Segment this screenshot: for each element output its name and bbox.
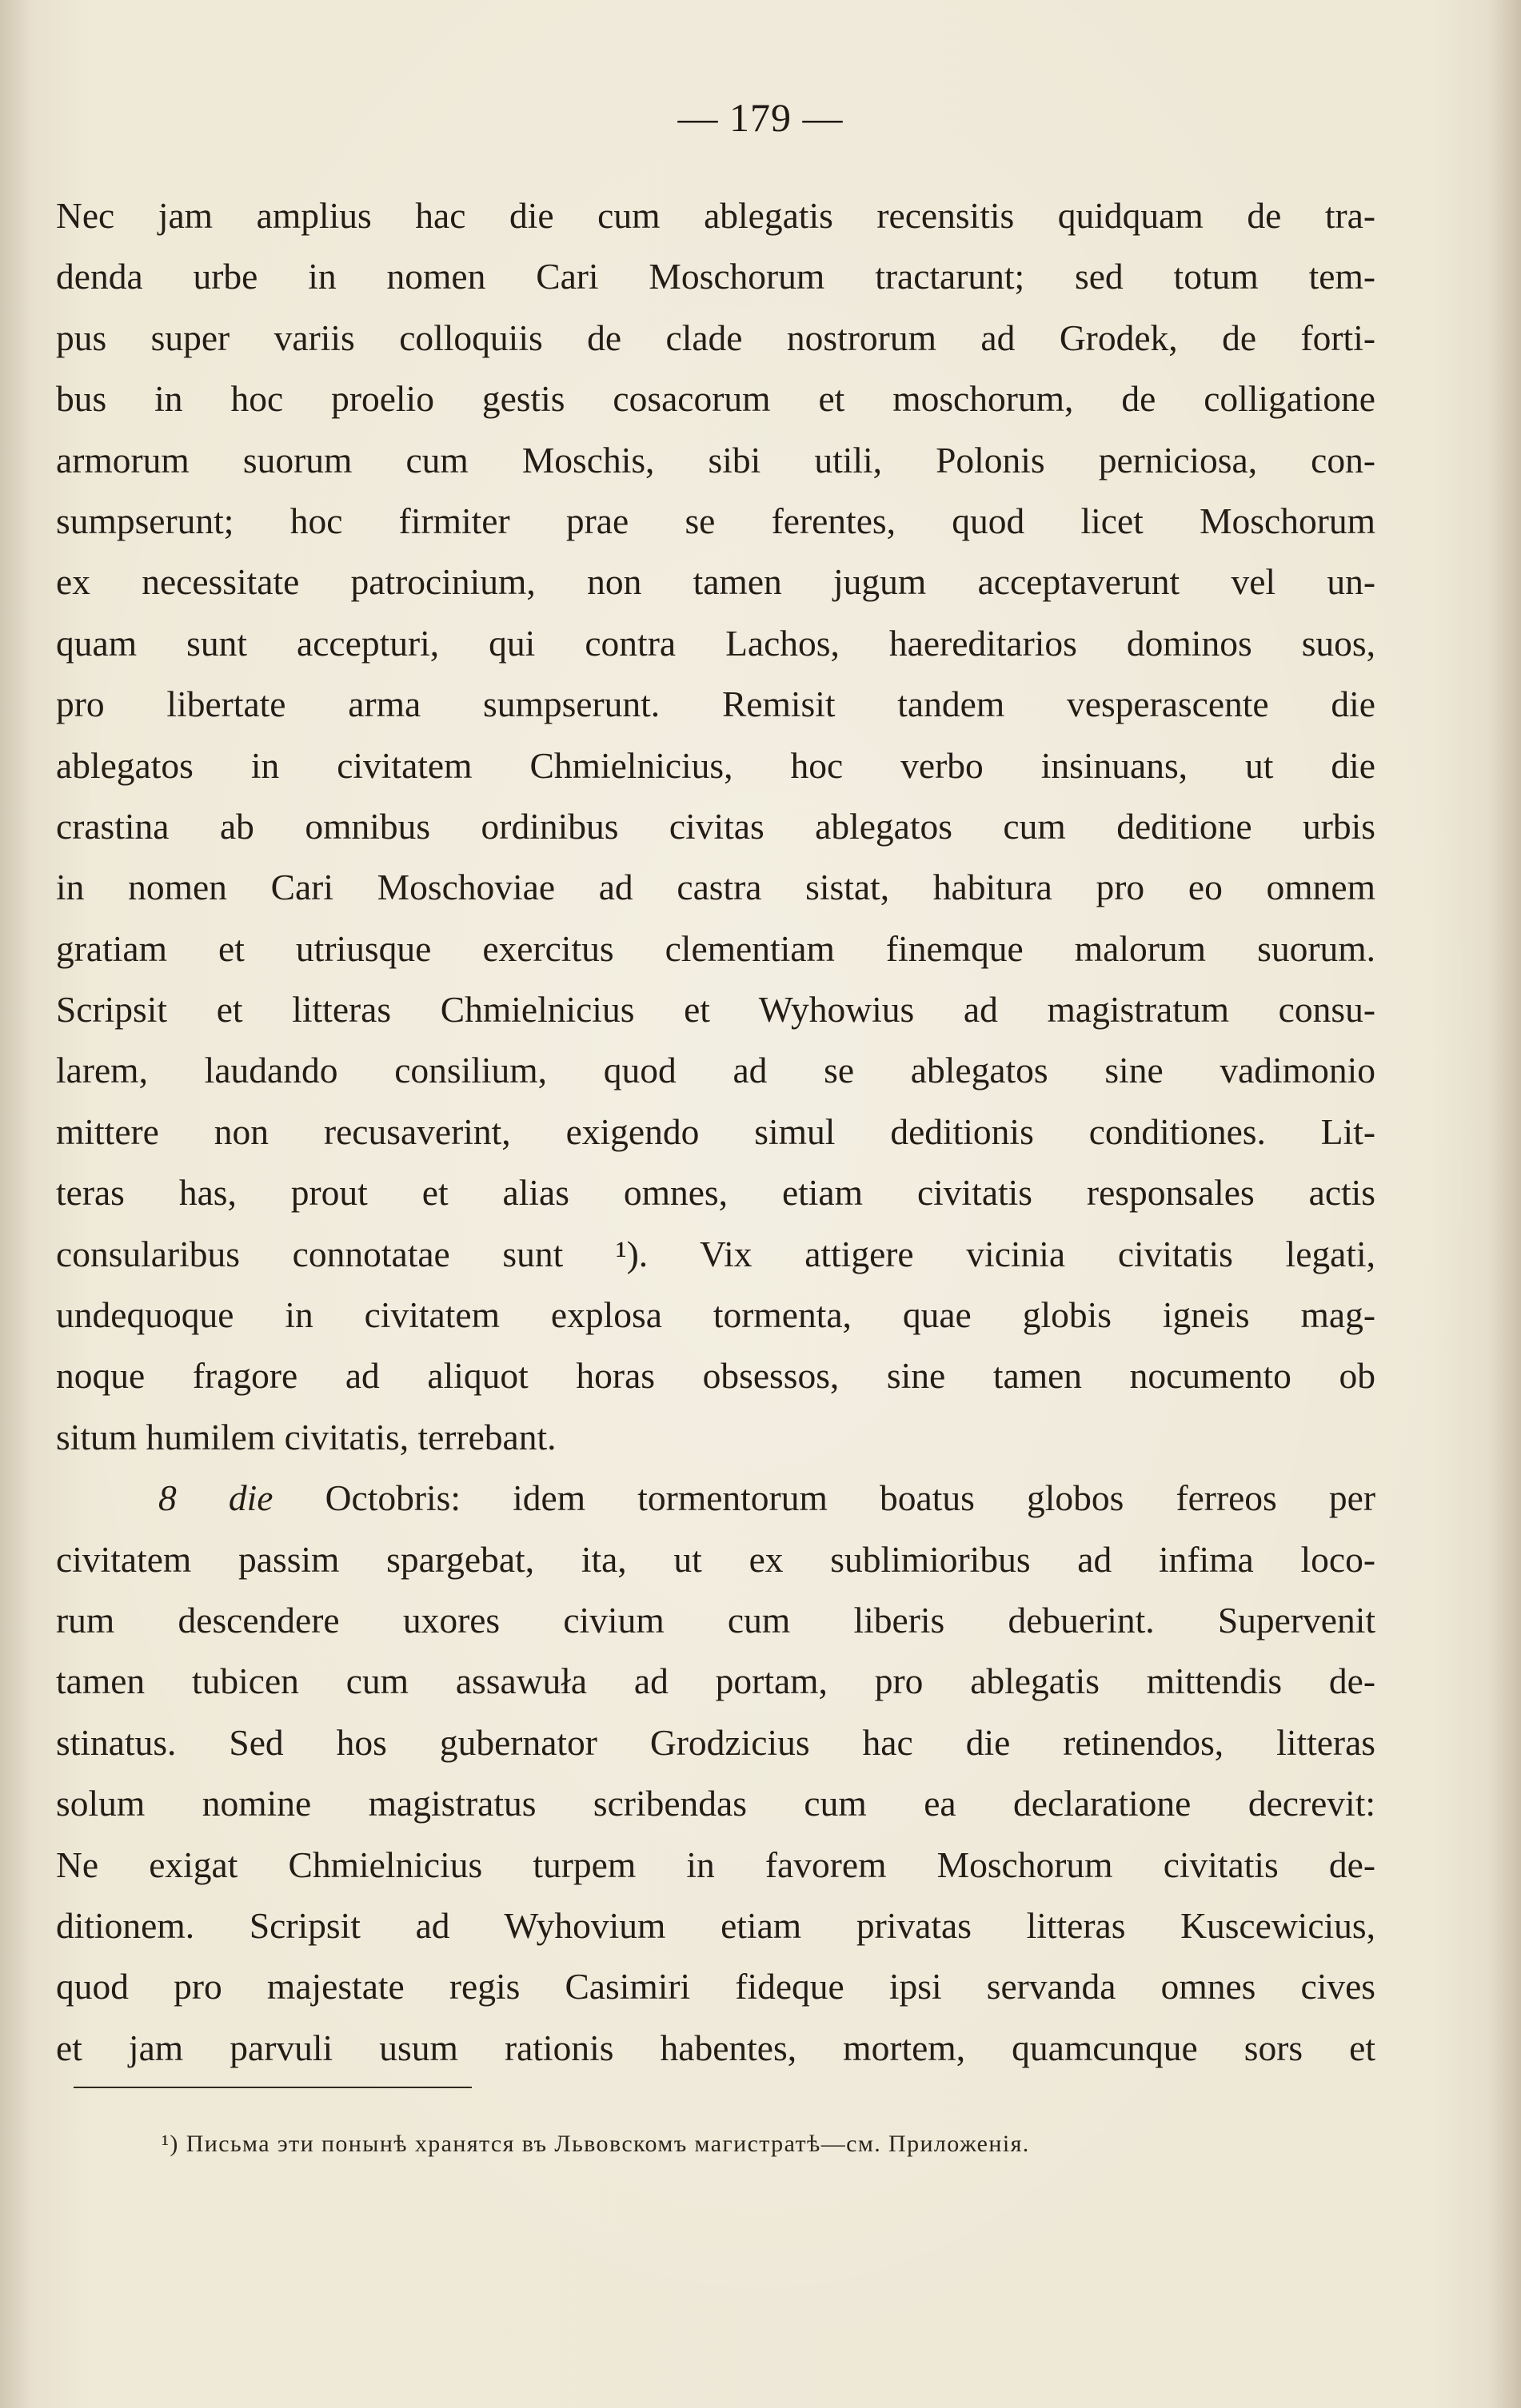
- text-line: tamen tubicen cum assawuła ad portam, pro ablegatis mittendis de-: [56, 1660, 1375, 1702]
- right-page-edge: [1489, 0, 1521, 2408]
- text-line: stinatus. Sed hos gubernator Grodzicius hac die retinendos, litteras: [56, 1721, 1375, 1763]
- text-line: denda urbe in nomen Cari Moschorum tractarunt; sed totum tem-: [56, 256, 1375, 297]
- text-line: quam sunt accepturi, qui contra Lachos, haereditarios dominos suos,: [56, 622, 1375, 664]
- text-line: bus in hoc proelio gestis cosacorum et moschorum, de colligatione: [56, 378, 1375, 420]
- paragraph-end-line: situm humilem civitatis, terrebant.: [56, 1416, 557, 1457]
- left-page-edge: [0, 0, 32, 2408]
- footnote-divider: [74, 2087, 472, 2088]
- text-line: Scripsit et litteras Chmielnicius et Wyhowius ad magistratum consu-: [56, 989, 1375, 1031]
- text-line: larem, laudando consilium, quod ad se ablegatos sine vadimonio: [56, 1050, 1375, 1091]
- footnote-marker: ¹): [162, 2131, 179, 2157]
- text-line: teras has, prout et alias omnes, etiam civitatis responsales actis: [56, 1172, 1375, 1214]
- paragraph-start-text: Octobris: idem tormentorum boatus globos ferreos per: [325, 1477, 1376, 1519]
- text-line: civitatem passim spargebat, ita, ut ex sublimioribus ad infima loco-: [56, 1538, 1375, 1580]
- text-line: ablegatos in civitatem Chmielnicius, hoc verbo insinuans, ut die: [56, 744, 1375, 786]
- text-line: mittere non recusaverint, exigendo simul deditionis conditiones. Lit-: [56, 1110, 1375, 1152]
- text-line: Nec jam amplius hac die cum ablegatis recensitis quidquam de tra-: [56, 195, 1375, 236]
- text-line: undequoque in civitatem explosa tormenta, quae globis igneis mag-: [56, 1294, 1375, 1336]
- text-line: ex necessitate patrocinium, non tamen jugum acceptaverunt vel un-: [56, 561, 1375, 603]
- text-line: pus super variis colloquiis de clade nostrorum ad Grodek, de forti-: [56, 317, 1375, 358]
- date-italic: 8 die: [158, 1477, 273, 1519]
- page-number: — 179 —: [677, 95, 844, 140]
- text-line: Ne exigat Chmielnicius turpem in favorem Moschorum civitatis de-: [56, 1844, 1375, 1885]
- text-line: pro libertate arma sumpserunt. Remisit tandem vesperascente die: [56, 684, 1375, 725]
- text-line: gratiam et utriusque exercitus clementiam finemque malorum suorum.: [56, 927, 1375, 969]
- text-line: ditionem. Scripsit ad Wyhovium etiam privatas litteras Kuscewicius,: [56, 1904, 1375, 1946]
- text-line: crastina ab omnibus ordinibus civitas ablegatos cum deditione urbis: [56, 805, 1375, 847]
- text-line: rum descendere uxores civium cum liberis debuerint. Supervenit: [56, 1599, 1375, 1641]
- text-line: armorum suorum cum Moschis, sibi utili, Polonis perniciosa, con-: [56, 439, 1375, 480]
- text-line: sumpserunt; hoc firmiter prae se ferentes, quod licet Moschorum: [56, 500, 1375, 541]
- footnote-text: Письма эти понынѣ хранятся въ Львовскомъ магистратѣ—см. Приложенія.: [186, 2131, 1030, 2157]
- text-line: in nomen Cari Moschoviae ad castra sistat, habitura pro eo omnem: [56, 867, 1375, 908]
- text-line: consularibus connotatae sunt ¹). Vix attigere vicinia civitatis legati,: [56, 1233, 1375, 1274]
- paragraph-start-line: [56, 1468, 1375, 1529]
- footnote: [162, 2128, 1377, 2160]
- text-line: solum nomine magistratus scribendas cum ea declaratione decrevit:: [56, 1783, 1375, 1824]
- text-line: noque fragore ad aliquot horas obsessos, sine tamen nocumento ob: [56, 1355, 1375, 1397]
- text-line: et jam parvuli usum rationis habentes, mortem, quamcunque sors et: [56, 2027, 1375, 2068]
- body-text: [56, 185, 1375, 2079]
- text-line: quod pro majestate regis Casimiri fideque ipsi servanda omnes cives: [56, 1966, 1375, 2007]
